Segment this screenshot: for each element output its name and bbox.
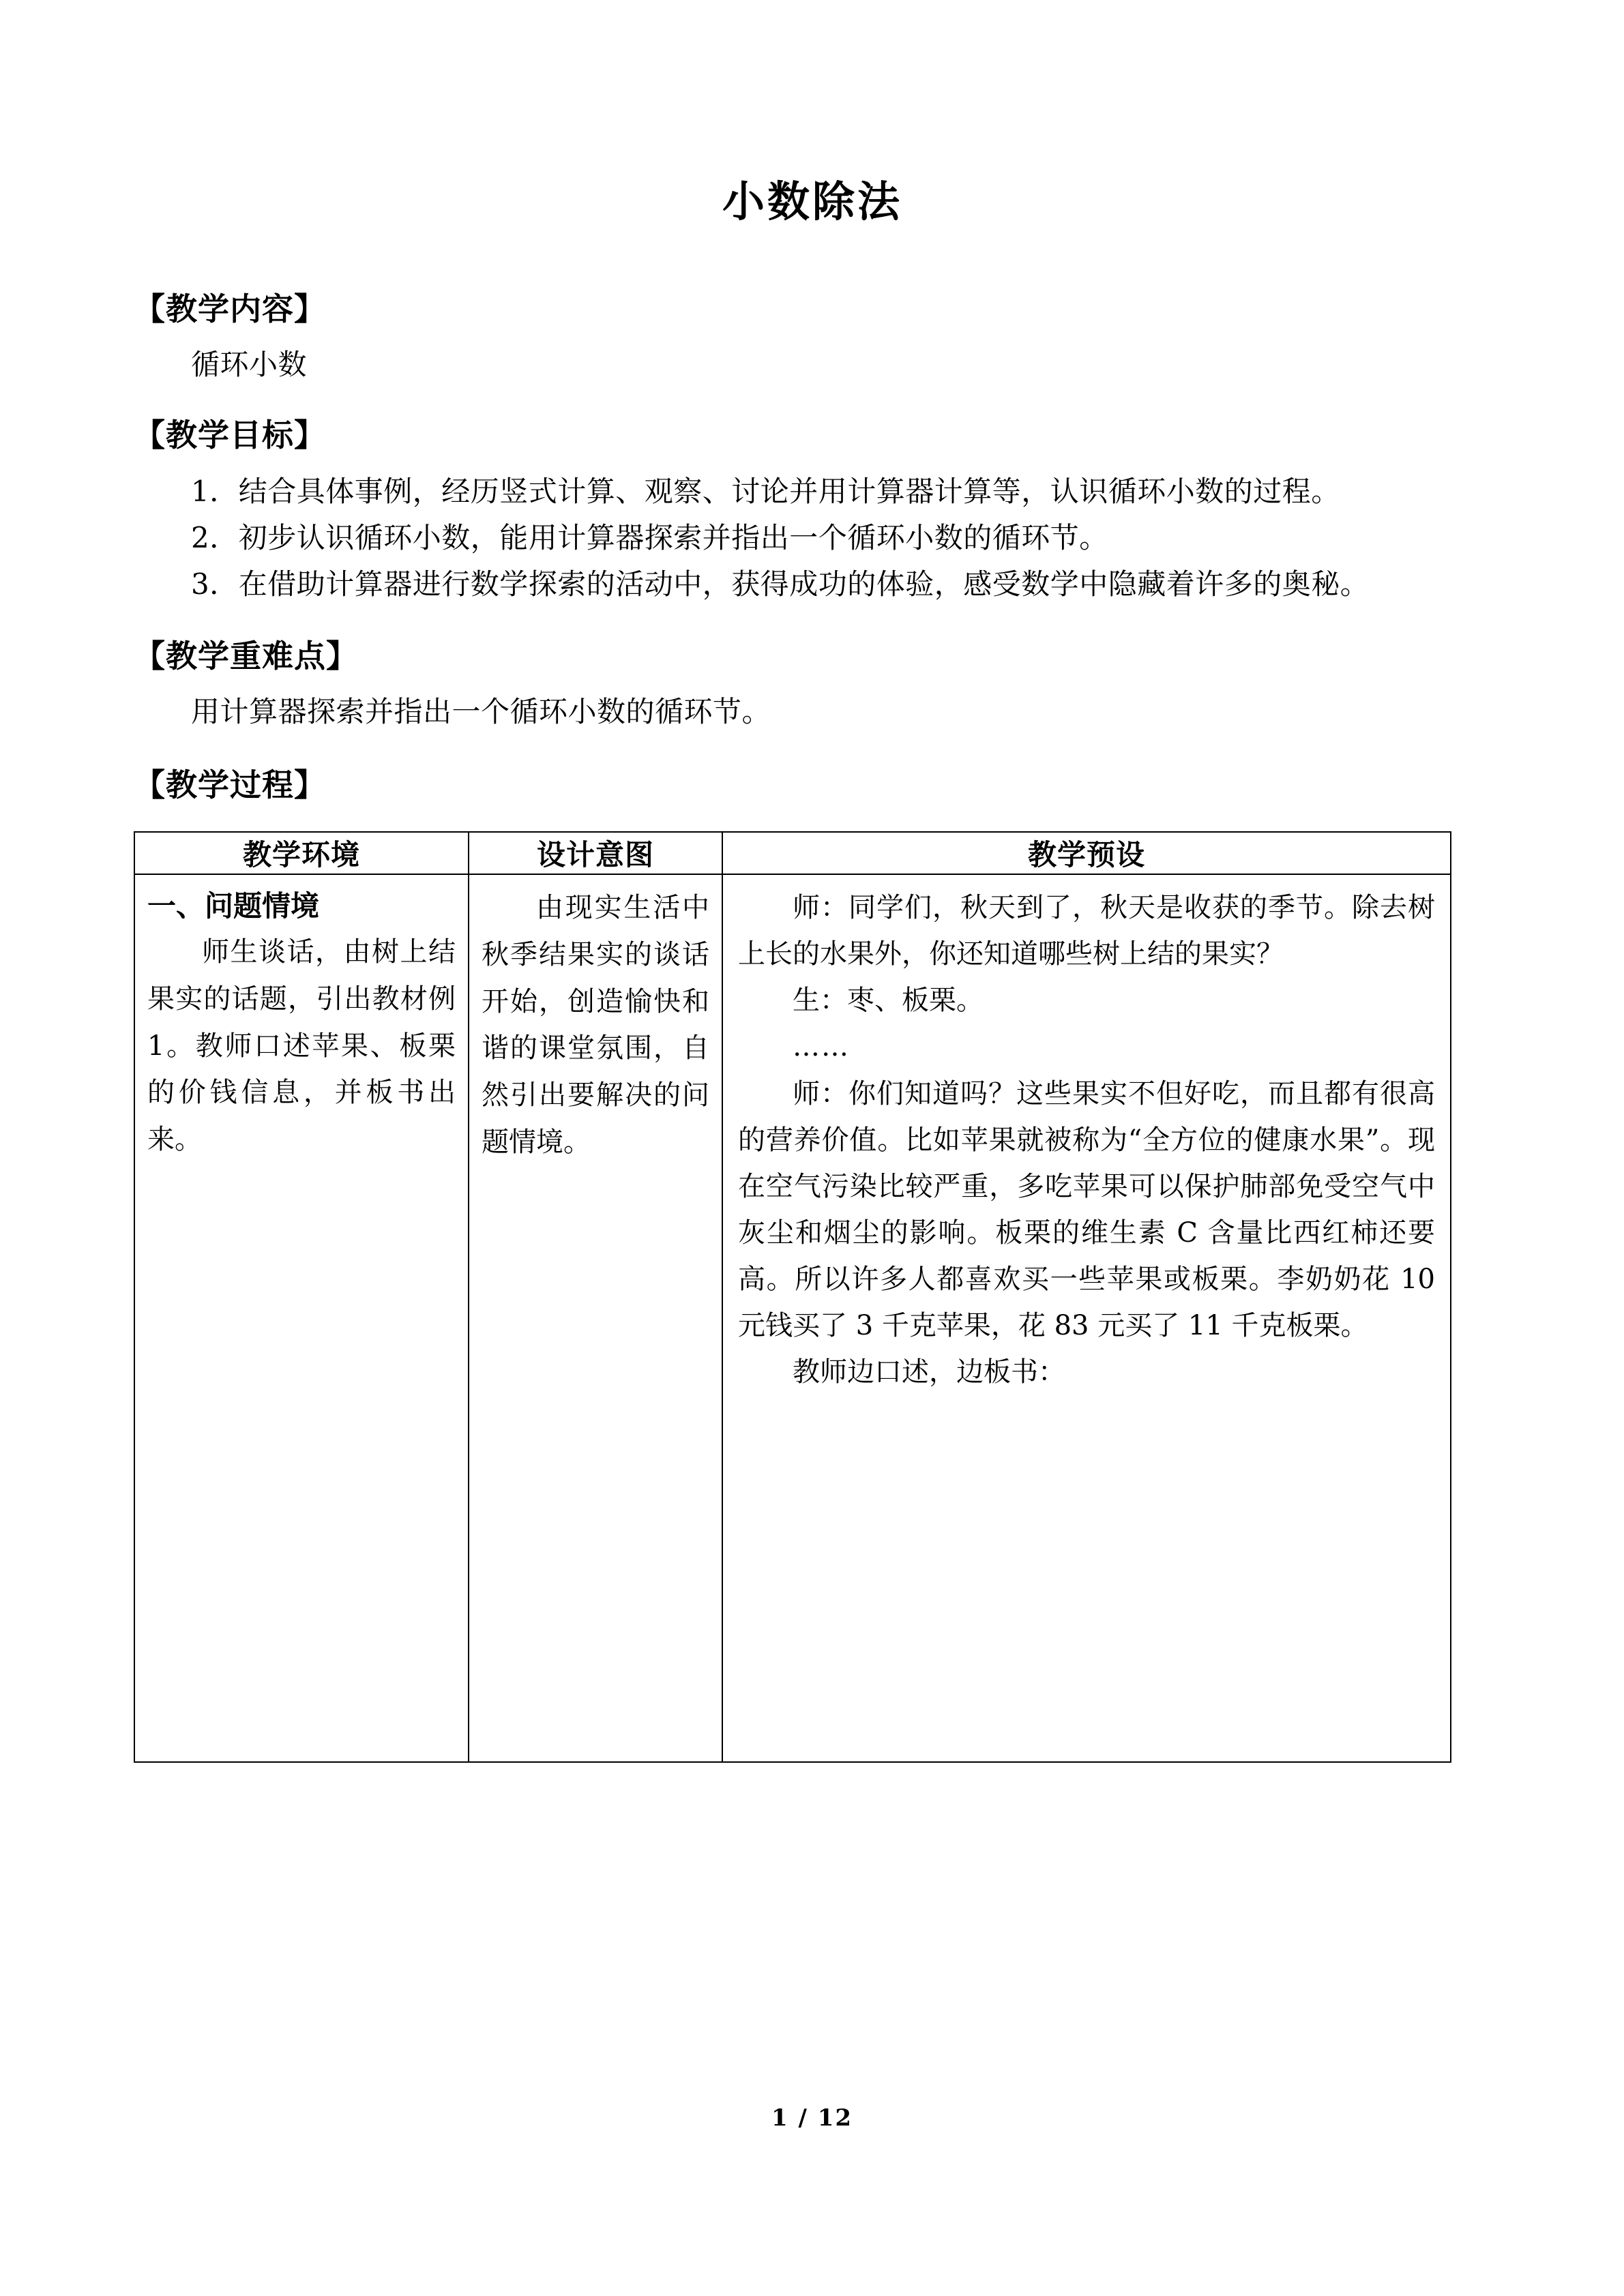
subsection-heading-problem-situation: 一、问题情境 (147, 889, 320, 923)
teaching-environment-content (135, 875, 468, 1761)
table-cell-teaching-environment (134, 874, 469, 1762)
table-cell-teaching-presets (722, 874, 1451, 1762)
preset-dialogue-teacher-1: 师：同学们，秋天到了，秋天是收获的季节。除去树上长的水果外，你还知道哪些树上结的果实？ (738, 892, 1435, 970)
preset-teacher-board-note: 教师边口述，边板书： (793, 1356, 1065, 1388)
design-intent-paragraph: 由现实生活中秋季结果实的谈话开始，创造愉快和谐的课堂氛围，自然引出要解决的问题情境。 (482, 892, 709, 1159)
table-row (134, 874, 1451, 1762)
key-points-text: 用计算器探索并指出一个循环小数的循环节。 (191, 694, 771, 728)
teaching-environment-paragraph: 师生谈话，由树上结果实的话题，引出教材例 1。教师口述苹果、板栗的价钱信息，并板书出来。 (147, 936, 456, 1156)
design-intent-content (469, 875, 722, 1761)
table-header-teaching-environment: 教学环境 (134, 832, 469, 874)
goal-item-3: 3．在借助计算器进行数学探索的活动中，获得成功的体验，感受数学中隐藏着许多的奥秘。 (191, 567, 1370, 601)
table-header-teaching-presets: 教学预设 (722, 832, 1451, 874)
section-heading-teaching-goals: 【教学目标】 (134, 417, 326, 454)
goal-item-2: 2．初步认识循环小数，能用计算器探索并指出一个循环小数的循环节。 (191, 520, 1108, 554)
page-content (134, 0, 1491, 1763)
table-header-design-intent: 设计意图 (469, 832, 722, 874)
section-heading-teaching-process: 【教学过程】 (134, 766, 326, 803)
lesson-plan-table-wrapper (134, 831, 1491, 1763)
table-header-row (134, 832, 1451, 874)
preset-dialogue-teacher-2: 师：你们知道吗？这些果实不但好吃，而且都有很高的营养价值。比如苹果就被称为“全方位的健康水果”。现在空气污染比较严重，多吃苹果可以保护肺部免受空气中灰尘和烟尘的影响。板栗的维生素 C 含量比西红柿还要高。所以许多人都喜欢买一些苹果或板栗。李奶奶花 10 元钱买了 3 千克苹果，花 83 元买了 11 千克板栗。 (738, 1077, 1435, 1341)
section-heading-teaching-content: 【教学内容】 (134, 290, 326, 328)
goal-item-1: 1．结合具体事例，经历竖式计算、观察、讨论并用计算器计算等，认识循环小数的过程。 (191, 474, 1340, 508)
teaching-content-text: 循环小数 (191, 348, 308, 382)
table-cell-design-intent (469, 874, 722, 1762)
preset-dialogue-student-1: 生：枣、板栗。 (793, 985, 984, 1017)
page-footer: 1 / 12 (771, 2104, 853, 2132)
preset-dialogue-ellipsis: …… (793, 1031, 850, 1063)
page-title: 小数除法 (722, 177, 902, 226)
section-heading-key-difficult-points: 【教学重难点】 (134, 637, 358, 674)
teaching-presets-content (723, 875, 1450, 1761)
lesson-plan-table (134, 831, 1451, 1763)
